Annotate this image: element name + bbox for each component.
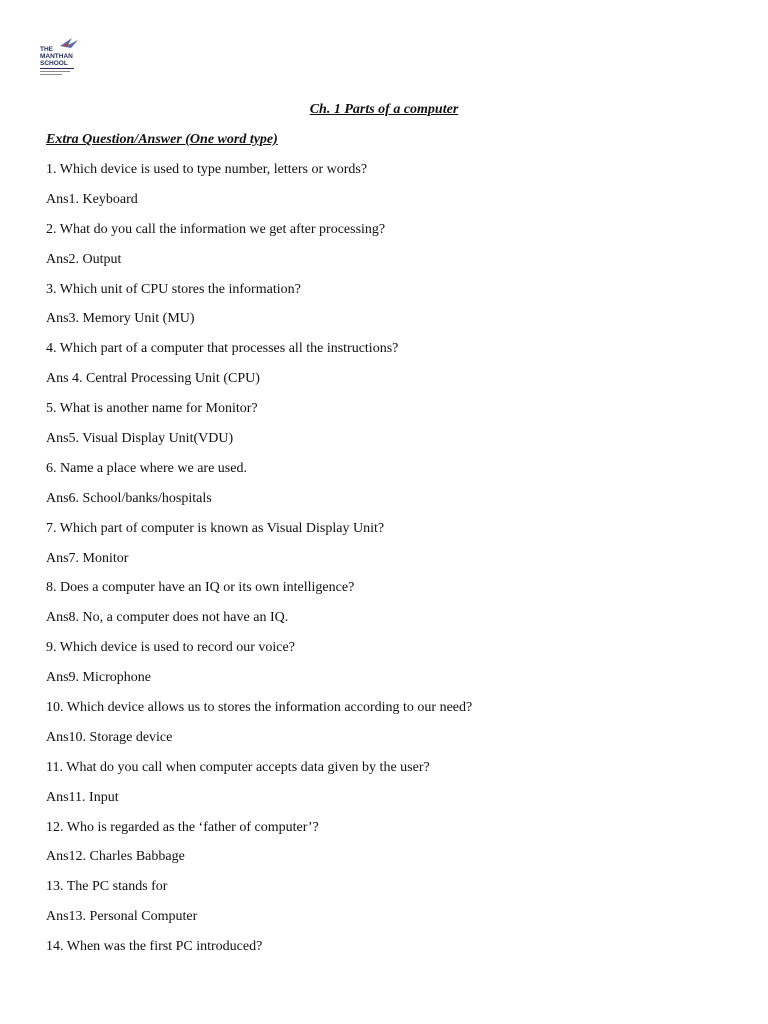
answer-line: Ans11. Input [46, 789, 119, 805]
answer-line: Ans9. Microphone [46, 670, 151, 686]
answer-line: Ans1. Keyboard [46, 191, 138, 207]
question-line: 10. Which device allows us to stores the information according to our need? [46, 700, 473, 716]
question-line: 14. When was the first PC introduced? [46, 939, 263, 955]
answer-line: Ans10. Storage device [46, 729, 173, 745]
question-line: 8. Does a computer have an IQ or its own intelligence? [46, 580, 355, 596]
school-logo [38, 36, 84, 80]
bird-logo-icon [38, 36, 84, 80]
answer-line: Ans8. No, a computer does not have an IQ. [46, 610, 289, 626]
question-line: 1. Which device is used to type number, letters or words? [46, 162, 368, 177]
qa-list [46, 161, 472, 968]
question-line: 12. Who is regarded as the ‘father of computer’? [46, 819, 319, 835]
answer-line: Ans13. Personal Computer [46, 909, 198, 925]
answer-line: Ans12. Charles Babbage [46, 849, 185, 865]
answer-line: Ans5. Visual Display Unit(VDU) [46, 431, 234, 447]
question-line: 7. Which part of computer is known as Visual Display Unit? [46, 520, 385, 536]
question-line: 6. Name a place where we are used. [46, 460, 247, 476]
logo-line-1: THE [40, 46, 53, 53]
question-line: 9. Which device is used to record our voice? [46, 640, 295, 656]
question-line: 5. What is another name for Monitor? [46, 401, 258, 417]
question-line: 2. What do you call the information we get after processing? [46, 221, 386, 237]
logo-line-3: SCHOOL [40, 60, 68, 67]
question-line: 3. Which unit of CPU stores the information? [46, 281, 301, 297]
answer-line: Ans3. Memory Unit (MU) [46, 311, 195, 327]
answer-line: Ans2. Output [46, 251, 122, 267]
question-line: 13. The PC stands for [46, 879, 168, 895]
section-subtitle: Extra Question/Answer (One word type) [46, 132, 278, 147]
answer-line: Ans 4. Central Processing Unit (CPU) [46, 371, 260, 387]
question-line: 4. Which part of a computer that processes all the instructions? [46, 341, 399, 357]
question-line: 11. What do you call when computer accepts data given by the user? [46, 759, 430, 775]
chapter-title: Ch. 1 Parts of a computer [309, 102, 459, 117]
answer-line: Ans6. School/banks/hospitals [46, 490, 212, 506]
logo-line-2: MANTHAN [40, 53, 73, 60]
answer-line: Ans7. Monitor [46, 550, 129, 566]
